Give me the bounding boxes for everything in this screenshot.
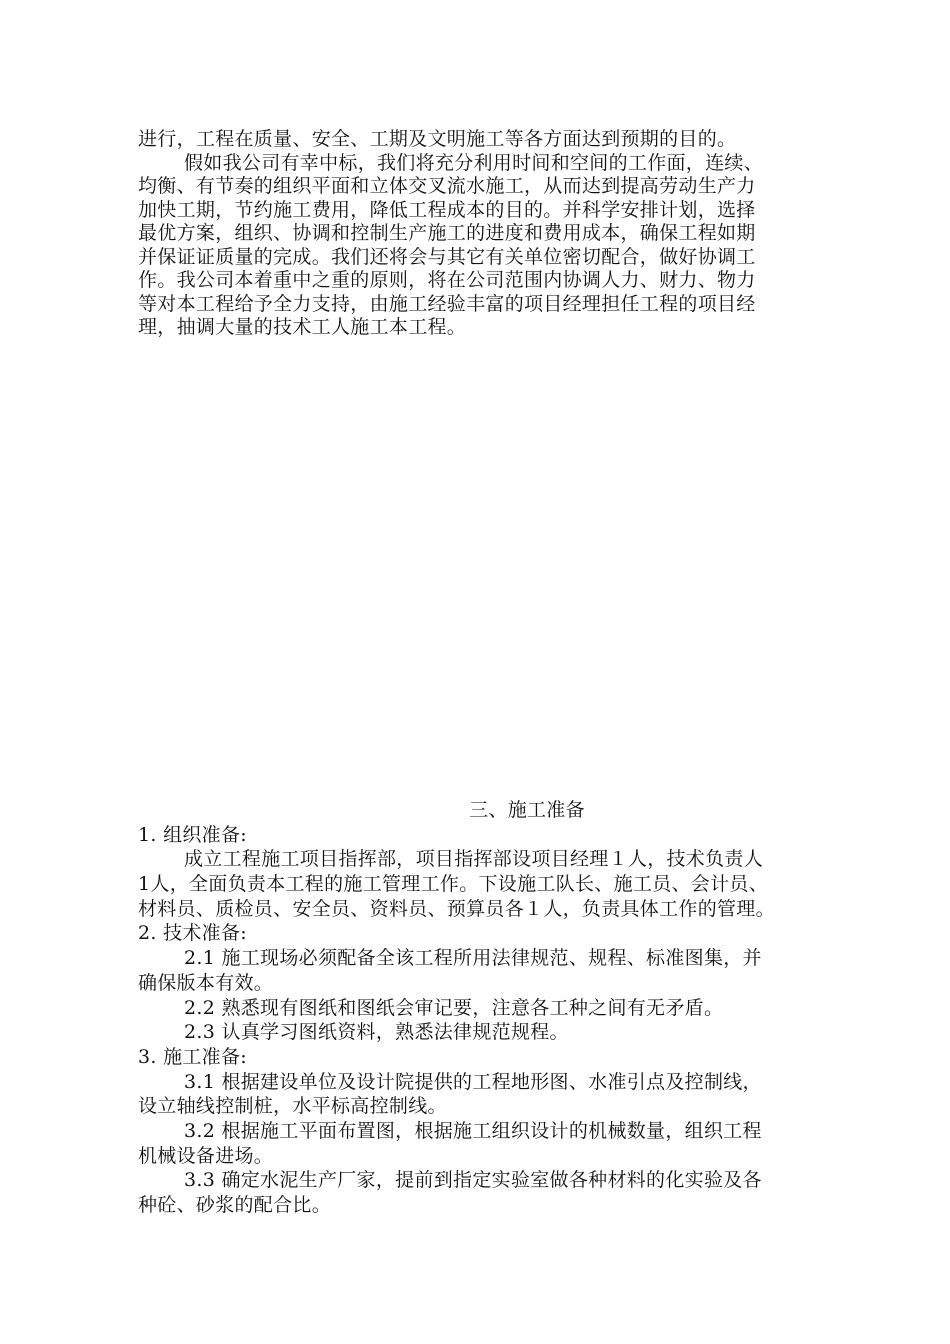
text-line: 2.3 认真学习图纸资料，熟悉法律规范规程。 [184, 1021, 569, 1044]
text-line: 3.1 根据建设单位及设计院提供的工程地形图、水准引点及控制线， [184, 1070, 762, 1093]
text-line: 均衡、有节奏的组织平面和立体交叉流水施工，从而达到提高劳动生产力 [138, 175, 756, 197]
text-line: 机械设备进场。 [138, 1144, 274, 1167]
section-title: 三、施工准备 [469, 799, 585, 821]
subsection-heading: 2. 技术准备: [138, 922, 247, 945]
subsection-heading: 3. 施工准备: [138, 1045, 247, 1068]
text-line: 设立轴线控制桩，水平标高控制线。 [138, 1095, 447, 1118]
subsection-heading: 1. 组织准备: [138, 823, 247, 846]
text-line: 进行，工程在质量、安全、工期及文明施工等各方面达到预期的目的。 [138, 128, 737, 150]
text-line: 作。我公司本着重中之重的原则，将在公司范围内协调人力、财力、物力 [138, 269, 756, 291]
intro-paragraphs [138, 128, 858, 340]
text-line: 2.1 施工现场必须配备全该工程所用法律规范、规程、标准图集，并 [184, 947, 762, 970]
text-line: 材料员、质检员、安全员、资料员、预算员各１人，负责具体工作的管理。 [138, 897, 775, 920]
section-construction-preparation [138, 798, 858, 1218]
text-line: 1人，全面负责本工程的施工管理工作。下设施工队长、施工员、会计员、 [138, 873, 768, 896]
text-line: 成立工程施工项目指挥部，项目指挥部设项目经理１人，技术负责人 [184, 848, 764, 871]
text-line: 假如我公司有幸中标，我们将充分利用时间和空间的工作面，连续、 [184, 151, 764, 174]
text-line: 并保证证质量的完成。我们还将会与其它有关单位密切配合，做好协调工 [138, 245, 756, 268]
text-line: 3.3 确定水泥生产厂家，提前到指定实验室做各种材料的化实验及各 [184, 1169, 762, 1192]
text-line: 理，抽调大量的技术工人施工本工程。 [138, 316, 467, 338]
text-line: 等对本工程给予全力支持，由施工经验丰富的项目经理担任工程的项目经 [138, 292, 756, 315]
text-line: 3.2 根据施工平面布置图，根据施工组织设计的机械数量，组织工程 [184, 1119, 762, 1142]
text-line: 种砼、砂浆的配合比。 [138, 1194, 332, 1216]
text-line: 确保版本有效。 [138, 971, 274, 994]
text-line: 加快工期，节约施工费用，降低工程成本的目的。并科学安排计划，选择 [138, 198, 756, 221]
text-line: 最优方案，组织、协调和控制生产施工的进度和费用成本，确保工程如期 [138, 222, 756, 244]
text-line: 2.2 熟悉现有图纸和图纸会审记要，注意各工种之间有无矛盾。 [184, 996, 724, 1019]
